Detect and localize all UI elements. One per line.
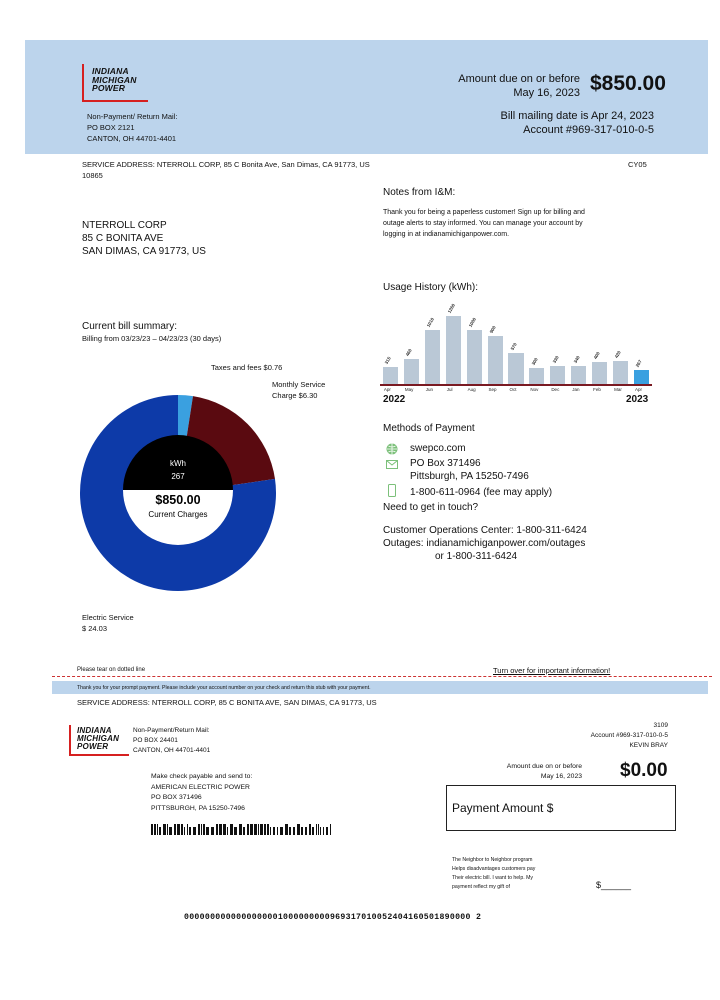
barcode-bar	[167, 824, 168, 835]
barcode-bar	[316, 824, 317, 835]
barcode-bar	[247, 824, 249, 835]
barcode-bar	[285, 824, 288, 835]
usage-bar-label: 400	[593, 351, 602, 361]
barcode-bar	[260, 824, 263, 835]
barcode-bar	[289, 827, 291, 835]
barcode-bar	[227, 827, 228, 835]
barcode-bar	[301, 827, 303, 835]
kwh-value: 267	[171, 472, 185, 481]
barcode-bar	[320, 827, 321, 835]
usage-bar	[634, 370, 649, 384]
usage-year-end: 2023	[626, 394, 649, 405]
usage-baseline	[380, 384, 652, 386]
check-payable-info: Make check payable and send to: AMERICAN ELECTRIC POWER PO BOX 371496 PITTSBURGH, PA 15250-7496	[151, 773, 253, 812]
barcode-bar	[201, 824, 202, 835]
usage-month-label: Jul	[446, 387, 453, 392]
payment-amount-label: Payment Amount $	[452, 801, 554, 815]
stub-due-label: Amount due on or before May 16, 2023	[506, 763, 582, 780]
taxes-label: Taxes and fees $0.76	[211, 363, 283, 372]
service-address: SERVICE ADDRESS: NTERROLL CORP, 85 C Bonita Ave, San Dimas, CA 91773, US 10865	[82, 160, 370, 180]
barcode-bar	[270, 827, 271, 835]
usage-bar-label: 420	[614, 350, 623, 360]
barcode-bar	[219, 824, 222, 835]
barcode-bar	[330, 824, 331, 835]
barcode-bar	[206, 827, 209, 835]
usage-bar	[446, 316, 461, 384]
stub-service-address: SERVICE ADDRESS: NTERROLL CORP, 85 C BONITA AVE, SAN DIMAS, CA 91773, US	[77, 698, 377, 707]
usage-bar-label: 267	[634, 358, 644, 368]
bill-mailing-info: Bill mailing date is Apr 24, 2023 Account #969-317-010-0-5	[500, 110, 654, 136]
electric-service-label: Electric Service $ 24.03	[82, 613, 134, 633]
usage-bar	[508, 353, 523, 384]
usage-bar	[383, 367, 398, 384]
postal-barcode	[151, 824, 333, 835]
barcode-bar	[323, 827, 324, 835]
usage-month-label: Apr	[635, 387, 643, 392]
barcode-bar	[293, 827, 295, 835]
usage-month-label: Oct	[509, 387, 517, 392]
tear-line	[52, 676, 712, 677]
barcode-bar	[230, 824, 233, 835]
barcode-bar	[312, 827, 314, 835]
barcode-bar	[181, 824, 183, 835]
neighbor-program-text: The Neighbor to Neighbor program Helps disadvantages customers pay Their electric bill. I want to help. My payment reflect my gift of	[452, 857, 536, 890]
micr-line: 0000000000000000001000000000969317010052404160501890000 2	[184, 913, 482, 922]
usage-month-label: Jan	[572, 387, 580, 392]
notes-body: Thank you for being a paperless customer! Sign up for billing and outage alerts to stay informed. You can manage your account by logging in at indianamichiganpower.com.	[383, 209, 585, 238]
barcode-bar	[223, 824, 226, 835]
usage-month-label: Aug	[467, 387, 476, 392]
stub-amount: $0.00	[620, 760, 668, 781]
barcode-bar	[193, 827, 196, 835]
barcode-bar	[309, 824, 311, 835]
barcode-bar	[157, 824, 158, 835]
gift-amount-field[interactable]: $______	[596, 880, 632, 890]
billing-period: Billing from 03/23/23 – 04/23/23 (30 days)	[82, 334, 222, 343]
barcode-bar	[203, 824, 205, 835]
usage-bar	[529, 368, 544, 384]
cycle-code: CY05	[628, 160, 647, 169]
usage-year-start: 2022	[383, 394, 406, 405]
barcode-bar	[154, 824, 156, 835]
barcode-bar	[211, 827, 214, 835]
usage-history-chart	[380, 300, 652, 392]
usage-bar-label: 900	[488, 324, 497, 334]
contact-info: Customer Operations Center: 1-800-311-6424 Outages: indianamichiganpower.com/outages or 1-800-311-6424	[383, 525, 587, 562]
barcode-bar	[305, 827, 307, 835]
usage-bar	[404, 359, 419, 384]
usage-month-label: Feb	[593, 387, 601, 392]
stub-account-block: 3109 Account #969-317-010-0-5 KEVIN BRAY	[590, 722, 668, 749]
kwh-label: kWh	[170, 459, 186, 468]
notes-title: Notes from I&M:	[383, 187, 456, 198]
customer-address: NTERROLL CORP 85 C BONITA AVE SAN DIMAS, CA 91773, US	[82, 220, 206, 257]
stub-company-logo: INDIANA MICHIGAN POWER	[69, 725, 129, 756]
stub-return-mail: Non-Payment/Return Mail: PO BOX 24401 CANTON, OH 44701-4401	[133, 727, 211, 754]
stub-thanks: Thank you for your prompt payment. Please include your account number on your check and return this stub with your payment.	[77, 685, 371, 691]
barcode-bar	[254, 824, 257, 835]
barcode-bar	[280, 827, 283, 835]
summary-title: Current bill summary:	[82, 321, 178, 332]
barcode-bar	[326, 827, 328, 835]
usage-bar	[488, 336, 503, 384]
barcode-bar	[243, 827, 245, 835]
payment-po-box: PO Box 371496 Pittsburgh, PA 15250-7496	[410, 458, 529, 482]
barcode-bar	[216, 824, 218, 835]
barcode-bar	[258, 824, 259, 835]
contact-title: Need to get in touch?	[383, 502, 479, 513]
usage-title: Usage History (kWh):	[383, 282, 479, 293]
payment-website[interactable]: swepco.com	[410, 443, 466, 454]
usage-bar-label: 300	[530, 356, 539, 366]
usage-bar-label: 315	[383, 356, 392, 366]
turn-over-note: Turn over for important information!	[493, 666, 611, 675]
usage-month-label: Dec	[551, 387, 560, 392]
monthly-service-label: Monthly Service Charge $6.30	[272, 380, 326, 400]
usage-bar-label: 570	[509, 342, 518, 352]
usage-bar	[571, 366, 586, 384]
usage-month-label: May	[404, 387, 414, 392]
barcode-bar	[163, 824, 166, 835]
usage-bar-label: 1260	[446, 302, 456, 315]
barcode-bar	[151, 824, 153, 835]
usage-bar	[425, 330, 440, 384]
return-mail-address: Non-Payment/ Return Mail: PO BOX 2121 CANTON, OH 44701-4401	[87, 112, 178, 143]
barcode-bar	[234, 827, 237, 835]
amount-due-label: Amount due on or before May 16, 2023	[458, 73, 580, 99]
barcode-bar	[177, 824, 180, 835]
barcode-bar	[277, 827, 278, 835]
usage-month-label: Mar	[614, 387, 622, 392]
usage-month-label: Apr	[383, 387, 391, 392]
barcode-bar	[198, 824, 200, 835]
barcode-bar	[267, 824, 269, 835]
usage-month-label: Sep	[488, 387, 497, 392]
usage-bar-label: 340	[572, 354, 581, 364]
usage-bar-label: 460	[404, 348, 413, 358]
barcode-bar	[189, 827, 191, 835]
payment-methods-title: Methods of Payment	[383, 423, 475, 434]
barcode-bar	[159, 827, 161, 835]
tear-instruction: Please tear on dotted line	[77, 667, 146, 673]
barcode-bar	[297, 824, 300, 835]
barcode-bar	[264, 824, 266, 835]
barcode-bar	[184, 827, 185, 835]
usage-bar	[613, 361, 628, 384]
total-charges-label: Current Charges	[148, 510, 208, 519]
usage-month-label: Jun	[425, 387, 434, 392]
total-charges: $850.00	[155, 493, 201, 507]
company-logo: INDIANA MICHIGAN POWER	[82, 64, 148, 102]
bill-summary-donut	[80, 390, 276, 596]
usage-bar-label: 330	[551, 355, 560, 365]
usage-month-label: Nov	[530, 387, 539, 392]
usage-bar	[467, 330, 482, 384]
barcode-bar	[273, 827, 275, 835]
payment-phone: 1-800-611-0964 (fee may apply)	[410, 487, 553, 498]
barcode-bar	[187, 824, 188, 835]
barcode-bar	[174, 824, 176, 835]
phone-icon	[388, 484, 396, 497]
amount-due-value: $850.00	[590, 72, 666, 95]
mail-icon	[386, 460, 398, 469]
barcode-bar	[318, 824, 319, 835]
barcode-bar	[239, 824, 242, 835]
barcode-bar	[169, 827, 172, 835]
barcode-bar	[250, 824, 253, 835]
globe-icon	[386, 443, 398, 455]
usage-bar-label: 1010	[425, 316, 436, 328]
usage-bar	[592, 362, 607, 384]
usage-bar-label: 1000	[467, 316, 477, 329]
usage-bar	[550, 366, 565, 384]
